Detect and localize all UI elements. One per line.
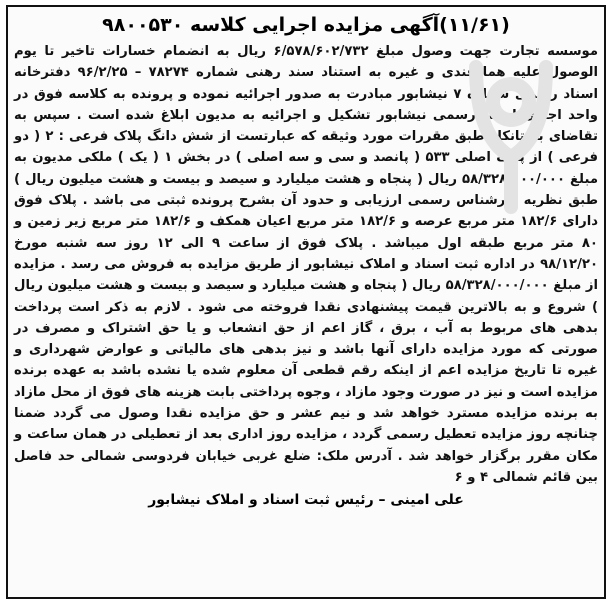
notice-title: (۱۱/۶۱)آگهی مزایده اجرایی کلاسه ۹۸۰۰۵۳۰: [102, 14, 510, 36]
auction-notice: [6, 5, 606, 599]
notice-signature: علی امینی – رئیس ثبت اسناد و املاک نیشابور: [148, 492, 464, 509]
notice-body: موسسه تجارت جهت وصول مبلغ ۶/۵۷۸/۶۰۲/۷۳۲ ریال به انضمام خسارات تاخیر تا یوم الوصول علیه هما قندی و غیره به استناد سند رهنی شماره ۷۸۲۷۴ – ۹۶/۲/۲۵ دفترخانه اسناد رسمی شماره ۷ نیشابور مبادرت به صدور اجرائیه نموده و پرونده به کلاسه فوق در واحد اجرای اسناد رسمی نیشابور تشکیل و اجرائیه به مدیون ابلاغ شده است . سپس به تقاضای بستانکار طبق مقررات مورد وثیقه که عبارتست از شش دانگ پلاک فرعی : ۲ ( دو فرعی ) از پلاک اصلی ۵۳۳ ( پانصد و سی و سه اصلی ) در بخش ۱ ( یک ) ملکی مدیون به مبلغ ۵۸/۳۲۸/۰۰۰/۰۰۰ ریال ( پنجاه و هشت میلیارد و سیصد و بیست و هشت میلیون ریال ) طبق نظریه کارشناس رسمی ارزیابی و حدود آن بشرح پرونده ثبتی می باشد . پلاک فوق دارای ۱۸۲/۶ متر مربع عرصه و ۱۸۲/۶ متر مربع اعیان همکف و ۱۸۲/۶ متر مربع زیر زمین و ۸۰ متر مربع طبقه اول میباشد . پلاک فوق از ساعت ۹ الی ۱۲ روز سه شنبه مورخ ۹۸/۱۲/۲۰ در اداره ثبت اسناد و املاک نیشابور از طریق مزایده به فروش می رسد . مزایده از مبلغ ۵۸/۳۲۸/۰۰۰/۰۰۰ ریال ( پنجاه و هشت میلیارد و سیصد و بیست و هشت میلیون ریال ) شروع و به بالاترین قیمت پیشنهادی نقدا فروخته می شود . لازم به ذکر است پرداخت بدهی های مربوط به آب ، برق ، گاز اعم از حق انشعاب و یا حق اشتراک و مصرف در صورتی که مورد مزایده دارای آنها باشد و نیز بدهی های مالیاتی و عوارض شهرداری و غیره تا تاریخ مزایده اعم از اینکه رقم قطعی آن معلوم شده یا نشده باشد به عهده برنده مزایده است و نیز در صورت وجود مازاد ، وجوه پرداختی بابت هزینه های فوق از محل مازاد به برنده مزایده مسترد خواهد شد و نیم عشر و حق مزایده نقدا وصول می گردد ضمنا چنانچه روز مزایده تعطیل رسمی گردد ، مزایده روز اداری بعد از تعطیلی در همان ساعت و مکان مقرر برگزار خواهد شد . آدرس ملک: ضلع غربی خیابان فردوسی شمالی حد فاصل بین قائم شمالی ۴ و ۶: [14, 44, 599, 485]
